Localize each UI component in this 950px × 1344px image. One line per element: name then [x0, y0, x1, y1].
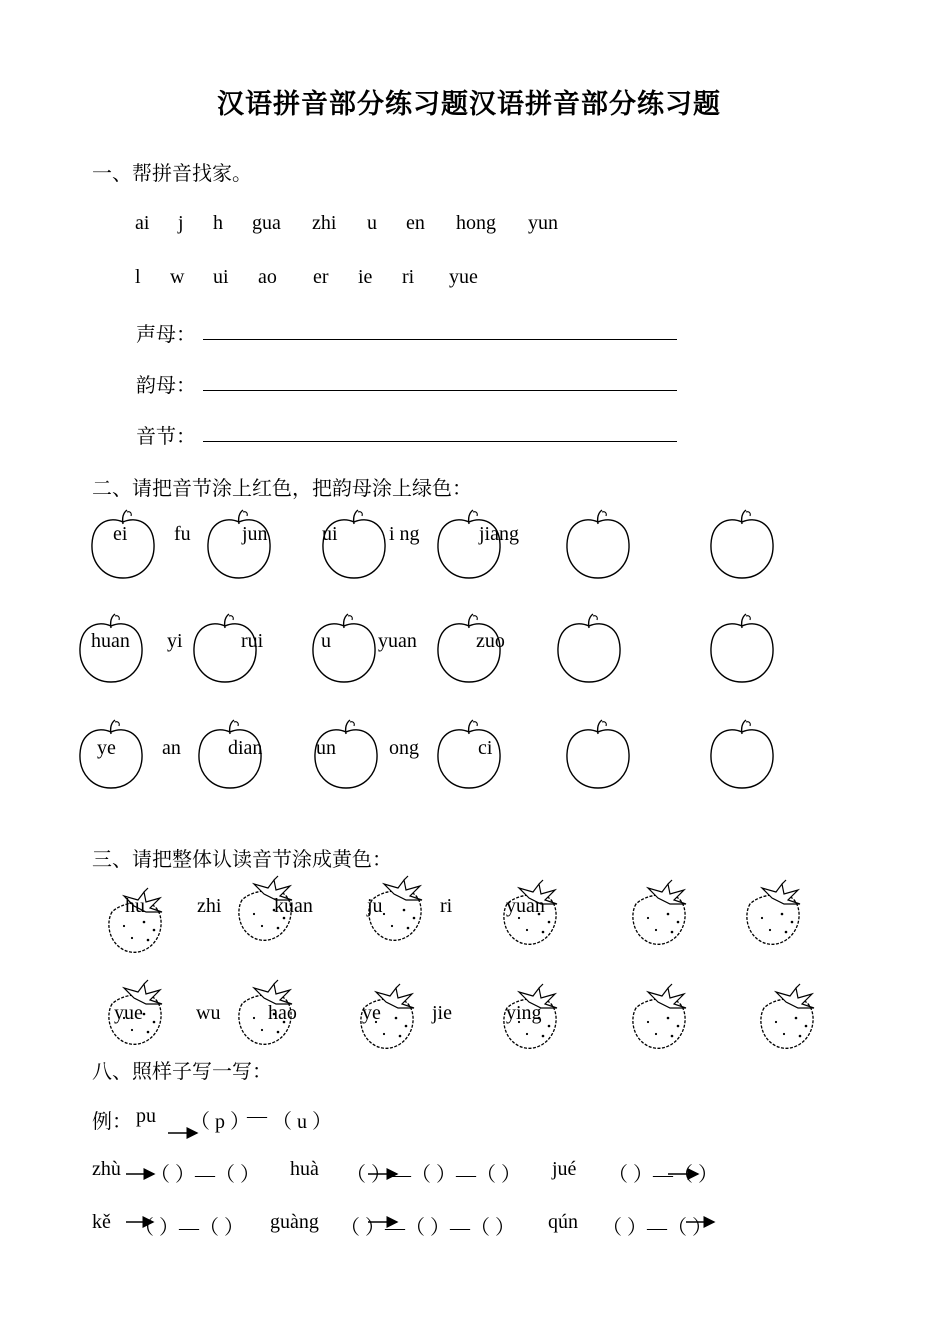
- exercise-blanks[interactable]: （ ）—（ ）: [150, 1164, 260, 1186]
- exercise-syllable: guàng: [270, 1211, 319, 1233]
- exercise-syllable: kě: [92, 1211, 111, 1233]
- pinyin-item: yun: [528, 212, 558, 234]
- exercise-syllable: qún: [548, 1211, 578, 1233]
- page-title: 汉语拼音部分练习题汉语拼音部分练习题: [217, 89, 721, 120]
- apple-label: yi: [167, 630, 183, 652]
- strawberry-label: ye: [362, 1002, 381, 1024]
- pinyin-item: er: [313, 266, 329, 288]
- apple-label: an: [162, 737, 181, 759]
- label-yinjie: 音节：: [136, 424, 196, 448]
- apple-label: jun: [242, 523, 268, 545]
- section8-heading: 八、照样子写一写：: [92, 1059, 272, 1083]
- apple-label: ong: [389, 737, 419, 759]
- exercise-syllable: zhù: [92, 1158, 121, 1180]
- strawberry-label: kuan: [274, 895, 313, 917]
- example-syllable: pu: [136, 1105, 156, 1127]
- strawberry-label: ri: [440, 895, 453, 917]
- pinyin-item: gua: [252, 212, 281, 234]
- example-label: 例：: [92, 1111, 132, 1133]
- apple-label: rui: [241, 630, 264, 652]
- section3-heading: 三、请把整体认读音节涂成黄色：: [92, 847, 392, 871]
- label-yunmu: 韵母：: [136, 373, 196, 397]
- label-shengmu: 声母：: [136, 322, 196, 346]
- strawberry-label: ju: [367, 895, 383, 917]
- exercise-syllable: jué: [552, 1158, 577, 1180]
- pinyin-item: ao: [258, 266, 277, 288]
- apple-label: jiang: [479, 523, 519, 545]
- example-blank-final: （ u ）: [272, 1111, 332, 1133]
- exercise-blanks[interactable]: （ ）—（ ）: [608, 1164, 718, 1186]
- apple-label: ui: [322, 523, 338, 545]
- pinyin-item: w: [170, 266, 185, 288]
- pinyin-item: j: [178, 212, 184, 234]
- pinyin-item: ri: [402, 266, 415, 288]
- strawberry-label: yue: [114, 1002, 143, 1024]
- strawberry-label: zhi: [197, 895, 222, 917]
- pinyin-item: en: [406, 212, 425, 234]
- strawberry-label: wu: [196, 1002, 221, 1024]
- apple-label: huan: [91, 630, 130, 652]
- pinyin-item: ie: [358, 266, 373, 288]
- pinyin-item: u: [367, 212, 377, 234]
- strawberry-label: hao: [268, 1002, 297, 1024]
- strawberry-label: ying: [506, 1002, 542, 1024]
- example-blank-initial: （ p ）: [190, 1111, 250, 1133]
- strawberry-label: yuan: [506, 895, 545, 917]
- pinyin-item: hong: [456, 212, 496, 234]
- apple-label: yuan: [378, 630, 417, 652]
- apple-label: dian: [228, 737, 263, 759]
- pinyin-item: ui: [213, 266, 229, 288]
- apple-label: ci: [478, 737, 493, 759]
- example-dash: —: [247, 1105, 267, 1127]
- apple-label: ei: [113, 523, 128, 545]
- exercise-blanks[interactable]: （ ）—（ ）: [134, 1217, 244, 1239]
- exercise-blanks[interactable]: （ ）—（ ）—（ ）: [340, 1217, 515, 1239]
- strawberry-label: jie: [432, 1002, 452, 1024]
- exercise-blanks[interactable]: （ ）—（ ）—（ ）: [346, 1164, 521, 1186]
- pinyin-item: h: [213, 212, 223, 234]
- pinyin-item: ai: [135, 212, 150, 234]
- apple-label: fu: [174, 523, 191, 545]
- section2-heading: 二、请把音节涂上红色，把韵母涂上绿色：: [92, 476, 472, 500]
- apple-label: i ng: [389, 523, 420, 545]
- pinyin-item: l: [135, 266, 141, 288]
- apple-label: zuo: [476, 630, 505, 652]
- strawberry-label: hu: [125, 895, 145, 917]
- exercise-blanks[interactable]: （ ）—（ ）: [602, 1217, 712, 1239]
- pinyin-item: zhi: [312, 212, 337, 234]
- apple-label: u: [321, 630, 331, 652]
- exercise-syllable: huà: [290, 1158, 319, 1180]
- section1-heading: 一、帮拼音找家。: [92, 161, 252, 185]
- pinyin-item: yue: [449, 266, 478, 288]
- apple-label: un: [316, 737, 336, 759]
- apple-label: ye: [97, 737, 116, 759]
